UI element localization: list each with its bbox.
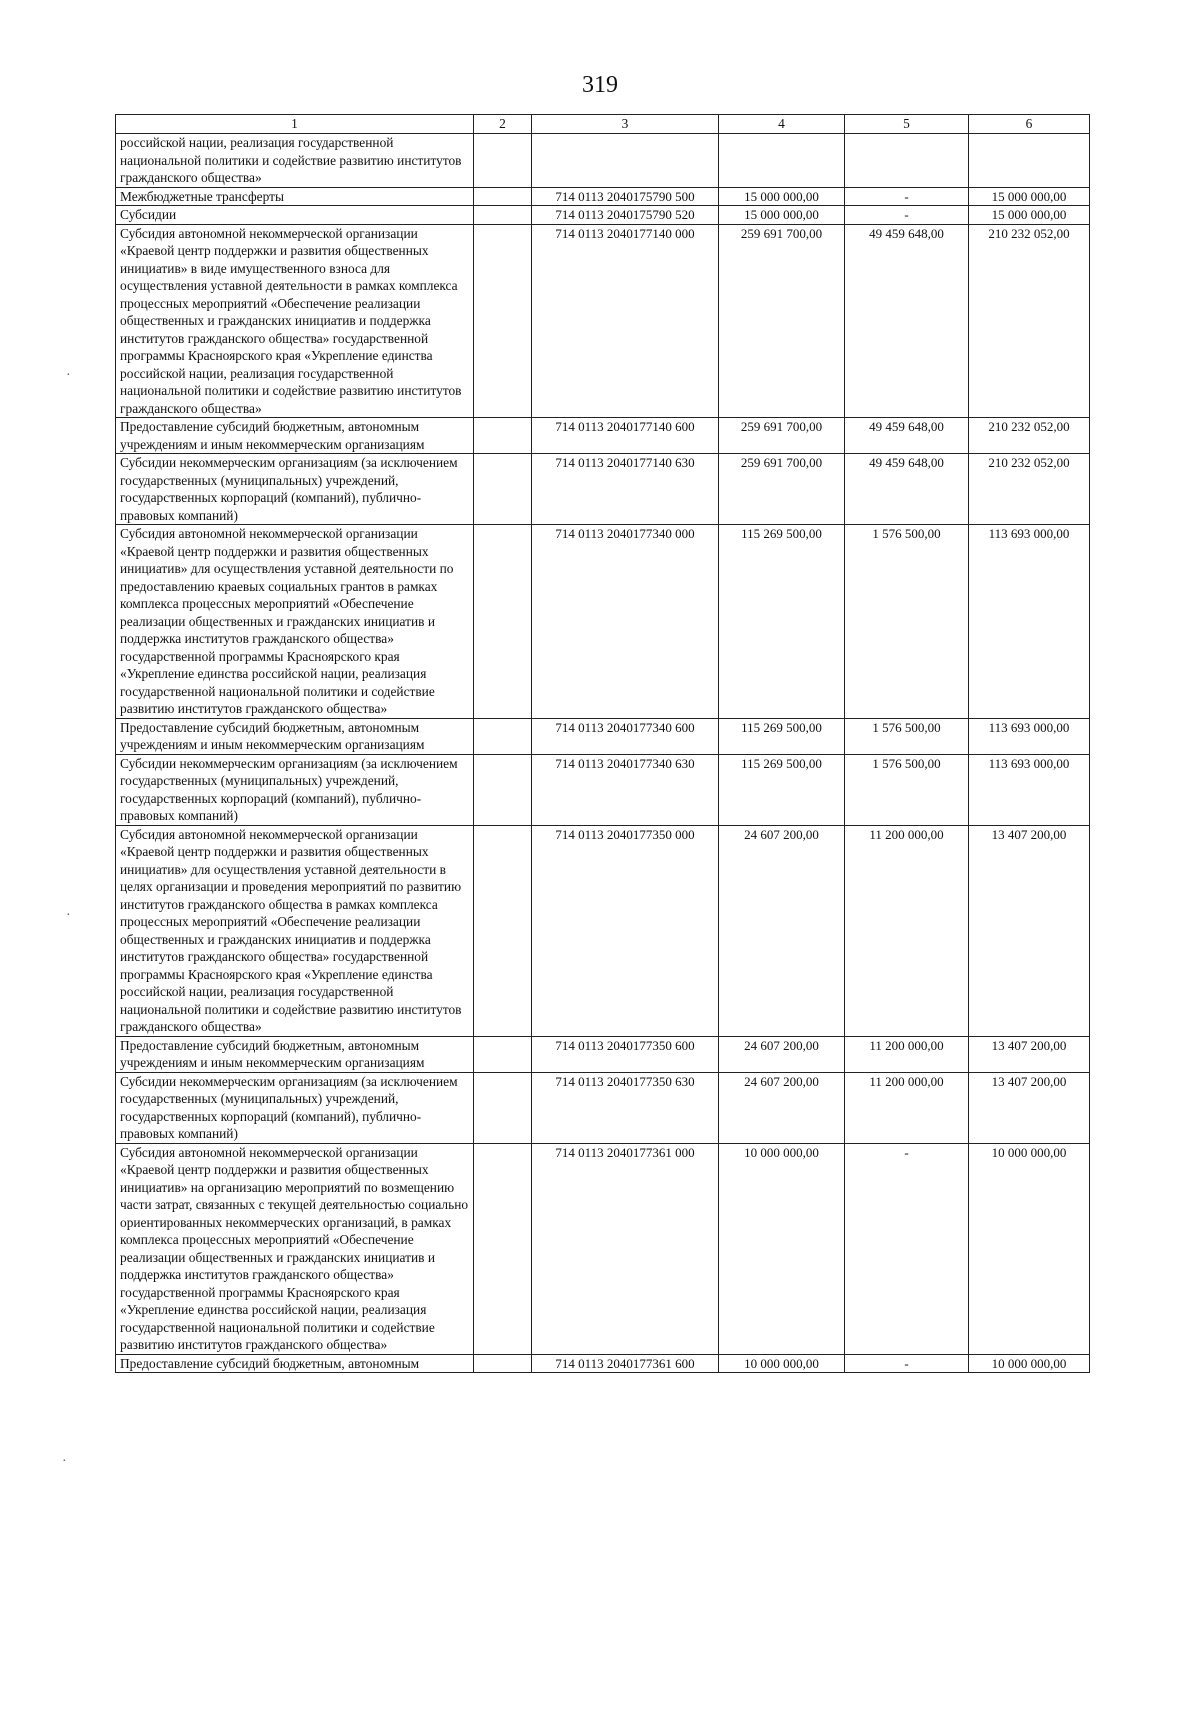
row-code: 714 0113 2040177140 600 <box>532 418 719 454</box>
row-value-4: 24 607 200,00 <box>719 1036 845 1072</box>
row-value-6: 113 693 000,00 <box>969 754 1090 825</box>
row-value-5 <box>845 134 969 188</box>
row-col2 <box>474 825 532 1036</box>
header-col-1: 1 <box>116 115 474 134</box>
scan-speck: · <box>66 368 71 383</box>
row-col2 <box>474 1036 532 1072</box>
budget-table <box>115 114 1090 1373</box>
table-row <box>116 454 1090 525</box>
page-number: 319 <box>582 72 618 98</box>
scan-speck: · <box>66 908 71 923</box>
row-value-5: 1 576 500,00 <box>845 718 969 754</box>
row-code <box>532 134 719 188</box>
header-row <box>116 115 1090 134</box>
row-code: 714 0113 2040177350 600 <box>532 1036 719 1072</box>
row-value-4: 259 691 700,00 <box>719 418 845 454</box>
row-col2 <box>474 187 532 206</box>
table-row <box>116 224 1090 418</box>
row-name: Субсидии некоммерческим организациям (за исключением государственных (муниципальных) учреждений, государственных корпораций (компаний), публично-правовых компаний) <box>116 1072 474 1143</box>
row-code: 714 0113 2040177340 630 <box>532 754 719 825</box>
header-col-4: 4 <box>719 115 845 134</box>
table-row <box>116 187 1090 206</box>
row-value-4: 24 607 200,00 <box>719 825 845 1036</box>
row-value-6: 210 232 052,00 <box>969 454 1090 525</box>
row-value-6: 10 000 000,00 <box>969 1143 1090 1354</box>
row-code: 714 0113 2040175790 500 <box>532 187 719 206</box>
row-value-5: - <box>845 1354 969 1373</box>
row-value-5: 1 576 500,00 <box>845 525 969 719</box>
row-col2 <box>474 454 532 525</box>
row-code: 714 0113 2040177340 000 <box>532 525 719 719</box>
row-value-6: 113 693 000,00 <box>969 718 1090 754</box>
row-value-5: 11 200 000,00 <box>845 825 969 1036</box>
row-value-5: 11 200 000,00 <box>845 1072 969 1143</box>
table-row <box>116 825 1090 1036</box>
table-row <box>116 1036 1090 1072</box>
row-value-6: 10 000 000,00 <box>969 1354 1090 1373</box>
row-value-6: 113 693 000,00 <box>969 525 1090 719</box>
row-value-4 <box>719 134 845 188</box>
header-col-5: 5 <box>845 115 969 134</box>
row-value-5: 11 200 000,00 <box>845 1036 969 1072</box>
row-value-4: 115 269 500,00 <box>719 718 845 754</box>
row-name: Предоставление субсидий бюджетным, автономным учреждениям и иным некоммерческим организациям <box>116 418 474 454</box>
row-value-4: 259 691 700,00 <box>719 454 845 525</box>
row-name: Предоставление субсидий бюджетным, автономным учреждениям и иным некоммерческим организациям <box>116 718 474 754</box>
row-col2 <box>474 525 532 719</box>
row-col2 <box>474 754 532 825</box>
row-name: Межбюджетные трансферты <box>116 187 474 206</box>
row-name: Субсидия автономной некоммерческой организации «Краевой центр поддержки и развития общественных инициатив» для осуществления уставной деятельности в целях организации и проведения мероприятий по развитию институтов гражданского общества в рамках комплекса процессных мероприятий «Обеспечение реализации общественных и гражданских инициатив и поддержка институтов гражданского общества» государственной программы Красноярского края «Укрепление единства российской нации, реализация государственной национальной политики и содействие развитию институтов гражданского общества» <box>116 825 474 1036</box>
row-code: 714 0113 2040177140 000 <box>532 224 719 418</box>
table-row <box>116 525 1090 719</box>
row-col2 <box>474 1072 532 1143</box>
row-value-5: - <box>845 187 969 206</box>
row-col2 <box>474 224 532 418</box>
row-value-5: 1 576 500,00 <box>845 754 969 825</box>
row-value-4: 24 607 200,00 <box>719 1072 845 1143</box>
row-value-4: 115 269 500,00 <box>719 754 845 825</box>
row-value-5: - <box>845 1143 969 1354</box>
row-value-6: 15 000 000,00 <box>969 206 1090 225</box>
table-row <box>116 754 1090 825</box>
row-value-6: 210 232 052,00 <box>969 418 1090 454</box>
row-code: 714 0113 2040177361 000 <box>532 1143 719 1354</box>
row-col2 <box>474 718 532 754</box>
table-row <box>116 418 1090 454</box>
table-row <box>116 1354 1090 1373</box>
row-col2 <box>474 418 532 454</box>
row-name: Субсидия автономной некоммерческой организации «Краевой центр поддержки и развития общественных инициатив» в виде имущественного взноса для осуществления уставной деятельности в рамках комплекса процессных мероприятий «Обеспечение реализации общественных и гражданских инициатив и поддержка институтов гражданского общества» государственной программы Красноярского края «Укрепление единства российской нации, реализация государственной национальной политики и содействие развитию институтов гражданского общества» <box>116 224 474 418</box>
header-col-3: 3 <box>532 115 719 134</box>
row-col2 <box>474 1354 532 1373</box>
table-row <box>116 718 1090 754</box>
row-code: 714 0113 2040177140 630 <box>532 454 719 525</box>
table-row <box>116 134 1090 188</box>
row-code: 714 0113 2040175790 520 <box>532 206 719 225</box>
row-value-6 <box>969 134 1090 188</box>
table-row <box>116 1143 1090 1354</box>
row-code: 714 0113 2040177350 000 <box>532 825 719 1036</box>
row-value-5: 49 459 648,00 <box>845 224 969 418</box>
row-value-6: 13 407 200,00 <box>969 1036 1090 1072</box>
row-value-4: 15 000 000,00 <box>719 187 845 206</box>
row-code: 714 0113 2040177350 630 <box>532 1072 719 1143</box>
row-name: Субсидии <box>116 206 474 225</box>
row-value-4: 15 000 000,00 <box>719 206 845 225</box>
row-code: 714 0113 2040177361 600 <box>532 1354 719 1373</box>
row-value-4: 115 269 500,00 <box>719 525 845 719</box>
row-value-4: 10 000 000,00 <box>719 1354 845 1373</box>
row-value-4: 10 000 000,00 <box>719 1143 845 1354</box>
row-name: Предоставление субсидий бюджетным, автономным учреждениям и иным некоммерческим организациям <box>116 1036 474 1072</box>
table-row <box>116 206 1090 225</box>
header-col-2: 2 <box>474 115 532 134</box>
row-col2 <box>474 1143 532 1354</box>
row-name: Субсидии некоммерческим организациям (за исключением государственных (муниципальных) учреждений, государственных корпораций (компаний), публично-правовых компаний) <box>116 754 474 825</box>
row-name: российской нации, реализация государственной национальной политики и содействие развитию институтов гражданского общества» <box>116 134 474 188</box>
row-name: Субсидия автономной некоммерческой организации «Краевой центр поддержки и развития общественных инициатив» на организацию мероприятий по возмещению части затрат, связанных с текущей деятельностью социально ориентированных некоммерческих организаций, в рамках комплекса процессных мероприятий «Обеспечение реализации общественных и гражданских инициатив и поддержка институтов гражданского общества» государственной программы Красноярского края «Укрепление единства российской нации, реализация государственной национальной политики и содействие развитию институтов гражданского общества» <box>116 1143 474 1354</box>
row-value-6: 13 407 200,00 <box>969 825 1090 1036</box>
row-value-6: 13 407 200,00 <box>969 1072 1090 1143</box>
row-value-4: 259 691 700,00 <box>719 224 845 418</box>
row-code: 714 0113 2040177340 600 <box>532 718 719 754</box>
row-value-5: - <box>845 206 969 225</box>
row-value-6: 15 000 000,00 <box>969 187 1090 206</box>
row-value-5: 49 459 648,00 <box>845 454 969 525</box>
row-value-6: 210 232 052,00 <box>969 224 1090 418</box>
row-name: Субсидия автономной некоммерческой организации «Краевой центр поддержки и развития общественных инициатив» для осуществления уставной деятельности по предоставлению краевых социальных грантов в рамках комплекса процессных мероприятий «Обеспечение реализации общественных и гражданских инициатив и поддержка институтов гражданского общества» государственной программы Красноярского края «Укрепление единства российской нации, реализация государственной национальной политики и содействие развитию институтов гражданского общества» <box>116 525 474 719</box>
row-col2 <box>474 134 532 188</box>
row-name: Субсидии некоммерческим организациям (за исключением государственных (муниципальных) учреждений, государственных корпораций (компаний), публично-правовых компаний) <box>116 454 474 525</box>
row-value-5: 49 459 648,00 <box>845 418 969 454</box>
header-col-6: 6 <box>969 115 1090 134</box>
row-name: Предоставление субсидий бюджетным, автономным <box>116 1354 474 1373</box>
table-row <box>116 1072 1090 1143</box>
scan-speck: · <box>62 1454 67 1469</box>
row-col2 <box>474 206 532 225</box>
